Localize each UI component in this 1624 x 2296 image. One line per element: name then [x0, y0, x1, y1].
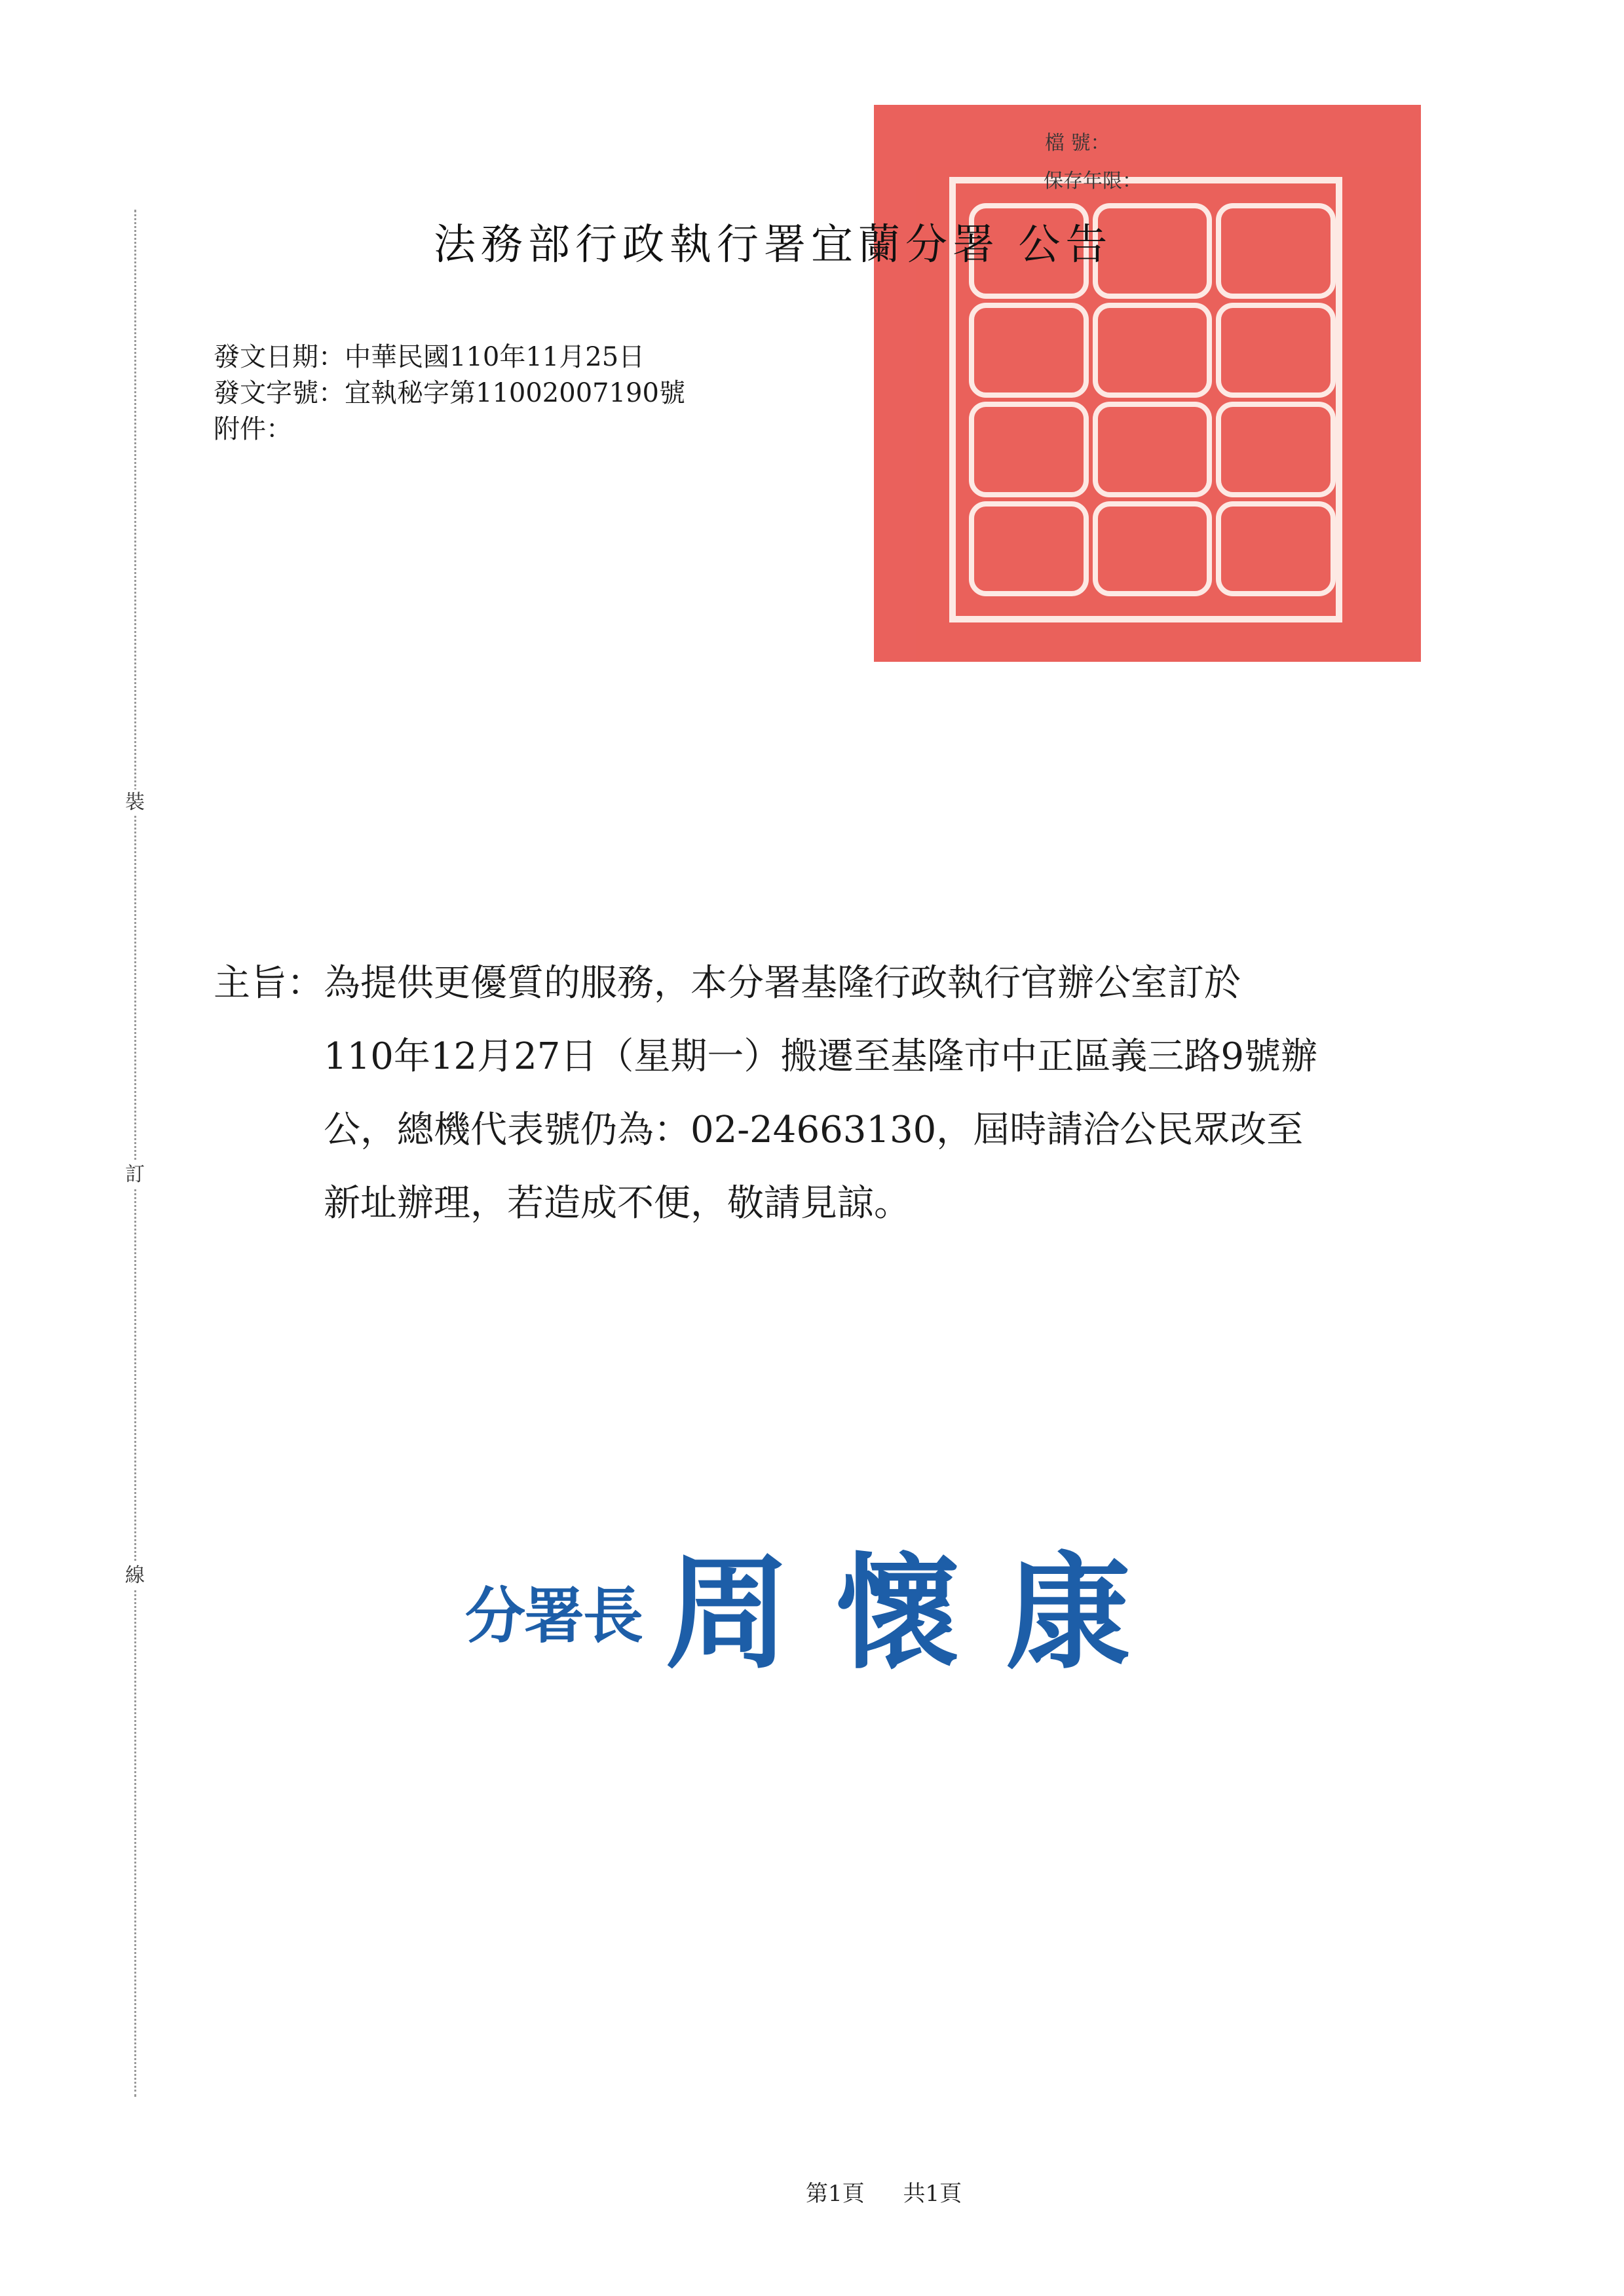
subject-line: 公，總機代表號仍為：02-24663130，屆時請洽公民眾改至	[324, 1109, 1304, 1151]
attachment: 附件：	[214, 414, 292, 444]
page-footer	[806, 2175, 962, 2208]
archive-info	[1032, 124, 1142, 201]
binding-mark-zhuang: 裝	[122, 790, 148, 816]
signature-title: 分署長	[465, 1581, 643, 1651]
page-title: 法務部行政執行署宜蘭分署 公告	[434, 221, 1113, 269]
page-total: 共1頁	[903, 2181, 962, 2207]
binding-margin-line	[134, 210, 136, 2097]
document-meta	[214, 339, 685, 448]
subject-label: 主旨：	[214, 962, 324, 1004]
signature-name: 周懷康	[665, 1541, 1177, 1686]
binding-mark-ding: 訂	[122, 1162, 148, 1188]
subject-line: 110年12月27日（星期一）搬遷至基隆市中正區義三路9號辦	[324, 1035, 1318, 1078]
binding-mark-xian: 線	[122, 1563, 148, 1589]
signature-stamp	[465, 1514, 1177, 1693]
subject-section	[214, 947, 1458, 1240]
official-red-seal	[874, 105, 1421, 662]
subject-line: 為提供更優質的服務，本分署基隆行政執行官辦公室訂於	[324, 962, 1241, 1004]
archive-file-no: 檔 號：	[1045, 132, 1110, 155]
page-number: 第1頁	[806, 2181, 865, 2207]
subject-body	[324, 947, 1450, 1240]
issue-date: 發文日期：中華民國110年11月25日	[214, 342, 645, 372]
document-number: 發文字號：宜執秘字第11002007190號	[214, 378, 685, 408]
archive-retention: 保存年限：	[1044, 170, 1142, 193]
subject-line: 新址辦理，若造成不便，敬請見諒。	[324, 1182, 911, 1225]
